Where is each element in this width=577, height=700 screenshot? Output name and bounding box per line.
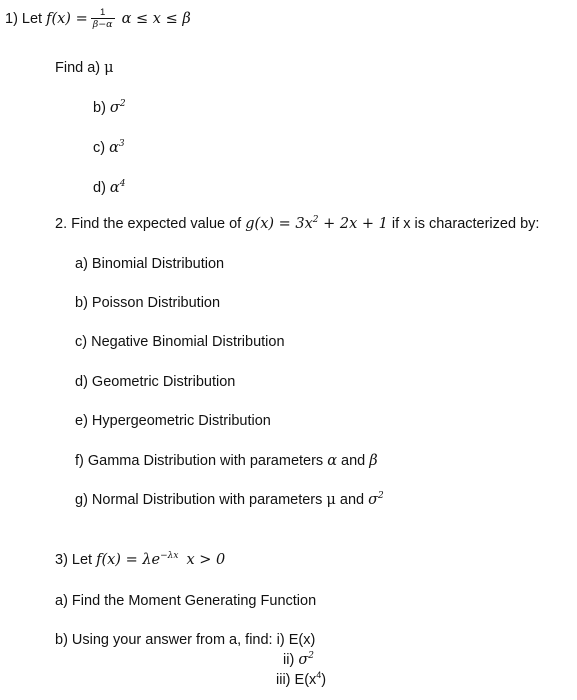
q2-item-g-text: g) Normal Distribution with parameters xyxy=(75,492,327,508)
q1-find-a xyxy=(55,58,114,78)
q2-item-c: c) Negative Binomial Distribution xyxy=(75,334,285,350)
q1-item-exponent: 3 xyxy=(118,139,125,150)
q3-function-exponent: −λx xyxy=(160,551,179,562)
q2-item-a: a) Binomial Distribution xyxy=(75,256,225,272)
q3-prefix: 3) Let xyxy=(55,552,97,568)
q2-item-f-text: f) Gamma Distribution with parameters xyxy=(75,453,328,469)
q2-item-g-and: and xyxy=(335,492,369,508)
q2-header xyxy=(55,214,539,234)
q1-fraction xyxy=(91,8,115,30)
q3-header xyxy=(55,550,225,570)
q1-item-exponent: 2 xyxy=(119,99,126,110)
q3-part-b-iii xyxy=(276,670,326,690)
q1-range: α ≤ x ≤ β xyxy=(121,10,191,27)
q1-item-label: d) xyxy=(93,180,110,196)
q2-function: g(x) = 3x xyxy=(245,216,313,232)
q2-item-f-and: and xyxy=(337,453,370,469)
q3-part-b-ii xyxy=(283,650,314,670)
q2-item-d: d) Geometric Distribution xyxy=(75,374,236,390)
q1-fraction-denominator: β−α xyxy=(92,19,113,30)
q2-mu-symbol: μ xyxy=(326,492,336,508)
q2-sigma-symbol: σ xyxy=(368,492,379,508)
q1-item-c xyxy=(93,138,125,158)
q1-function: f(x) = xyxy=(46,10,88,27)
q3-part-b: b) Using your answer from a, find: i) E(x) xyxy=(55,632,316,648)
q3-sub-iii-label: iii) E(x xyxy=(276,672,317,688)
q3-sub-iii-close: ) xyxy=(321,672,327,688)
q2-sigma-exponent: 2 xyxy=(378,491,384,502)
q1-fraction-numerator: 1 xyxy=(91,8,115,19)
q2-beta-symbol: β xyxy=(369,453,378,469)
q3-sigma-exponent: 2 xyxy=(308,651,314,662)
q1-item-symbol: σ xyxy=(109,100,120,116)
q1-item-symbol: α xyxy=(109,140,119,156)
q3-sub-ii-label: ii) xyxy=(283,652,299,668)
q1-header-prefix: 1) Let xyxy=(5,10,47,27)
q1-item-b xyxy=(93,98,126,118)
q2-prefix: 2. Find the expected value of xyxy=(55,216,246,232)
q1-item-symbol: α xyxy=(109,180,120,196)
q1-item-label: b) xyxy=(93,100,110,116)
q1-item-d xyxy=(93,178,125,198)
q3-function: f(x) = λe xyxy=(96,552,161,568)
q2-item-f xyxy=(75,451,378,471)
q2-function-rest: + 2x + 1 xyxy=(318,216,388,232)
q2-item-g xyxy=(75,490,384,510)
q2-function-exponent: 2 xyxy=(312,215,319,226)
q1-item-exponent: 4 xyxy=(119,179,126,190)
q1-find-label: Find a) xyxy=(55,60,105,76)
q2-suffix: if x is characterized by: xyxy=(387,216,540,232)
q3-sub-iii-exponent: 4 xyxy=(316,670,322,681)
q3-sigma-symbol: σ xyxy=(298,652,309,668)
q2-alpha-symbol: α xyxy=(327,453,338,469)
q1-mu-symbol: μ xyxy=(104,60,114,76)
q3-condition: x > 0 xyxy=(186,552,226,568)
q1-item-label: c) xyxy=(93,140,110,156)
q2-item-b: b) Poisson Distribution xyxy=(75,295,221,311)
q1-header xyxy=(5,8,191,30)
q2-item-e: e) Hypergeometric Distribution xyxy=(75,413,271,429)
q3-part-a: a) Find the Moment Generating Function xyxy=(55,593,317,609)
